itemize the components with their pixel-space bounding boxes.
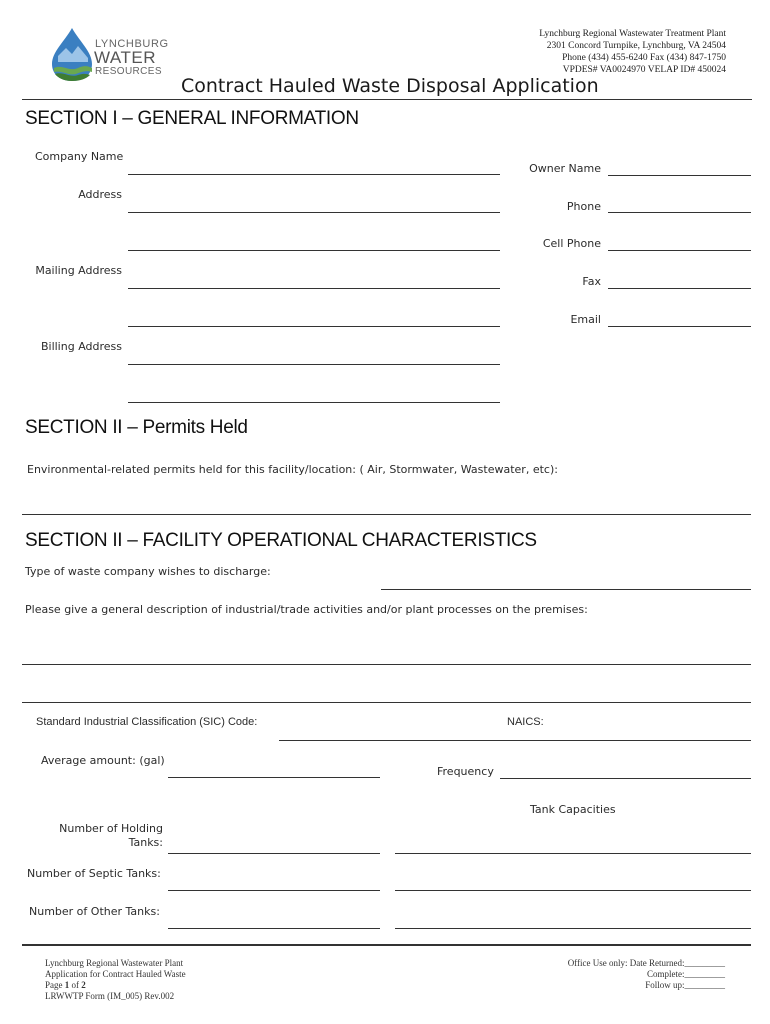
logo-text-water: WATER — [94, 48, 156, 67]
address-line-3: Phone (434) 455-6240 Fax (434) 847-1750 — [562, 53, 726, 63]
section-2-heading: SECTION II – Permits Held — [25, 417, 248, 438]
email-field[interactable] — [608, 326, 751, 327]
holding-tanks-label — [59, 822, 163, 850]
owner-name-label: Owner Name — [529, 162, 601, 175]
footer-date-returned: Office Use only: Date Returned:_________ — [567, 958, 725, 968]
logo — [48, 26, 173, 82]
septic-tanks-count-field[interactable] — [168, 890, 380, 891]
owner-name-field[interactable] — [608, 175, 751, 176]
sic-code-label: Standard Industrial Classification (SIC) Code: — [36, 716, 258, 728]
logo-text-resources: RESOURCES — [95, 66, 162, 77]
footer-office-use — [568, 958, 725, 991]
footer-page-number: Page 1 of 2 — [45, 980, 86, 990]
company-name-field[interactable] — [128, 174, 500, 175]
cell-phone-label: Cell Phone — [542, 237, 601, 250]
waste-type-label: Type of waste company wishes to discharge: — [25, 565, 271, 578]
email-label: Email — [570, 313, 601, 326]
tank-capacities-label: Tank Capacities — [530, 803, 616, 816]
address-line-1: Lynchburg Regional Wastewater Treatment Plant — [539, 29, 726, 39]
waste-type-field[interactable] — [381, 589, 751, 590]
description-prompt: Please give a general description of industrial/trade activities and/or plant processes on the premises: — [25, 603, 588, 616]
other-tanks-label: Number of Other Tanks: — [29, 905, 160, 918]
address-field-2[interactable] — [128, 250, 500, 251]
frequency-field[interactable] — [500, 778, 751, 779]
holding-tanks-label-line-1: Number of Holding — [59, 822, 163, 835]
section-3-heading: SECTION II – FACILITY OPERATIONAL CHARACTERISTICS — [25, 530, 537, 551]
footer-complete: Complete:_________ — [647, 969, 725, 979]
footer-follow-up: Follow up:_________ — [645, 980, 725, 990]
address-line-4: VPDES# VA0024970 VELAP ID# 450024 — [562, 65, 726, 75]
average-amount-label: Average amount: (gal) — [41, 754, 165, 767]
other-tanks-capacity-field[interactable] — [395, 928, 751, 929]
footer-form-id: LRWWTP Form (IM_005) Rev.002 — [45, 991, 175, 1001]
water-drop-logo-icon — [48, 26, 96, 82]
sic-naics-field[interactable] — [279, 740, 751, 741]
septic-tanks-capacity-field[interactable] — [395, 890, 751, 891]
naics-label: NAICS: — [507, 716, 544, 728]
average-amount-field[interactable] — [168, 777, 380, 778]
title-rule — [22, 99, 752, 100]
description-field-2[interactable] — [22, 702, 751, 703]
phone-label: Phone — [566, 200, 601, 213]
footer-plant-name: Lynchburg Regional Wastewater Plant — [45, 958, 184, 968]
header-address — [539, 28, 726, 76]
billing-address-field-2[interactable] — [128, 402, 500, 403]
billing-address-label: Billing Address — [40, 340, 122, 353]
permits-field[interactable] — [22, 514, 751, 515]
holding-tanks-capacity-field[interactable] — [395, 853, 751, 854]
address-field-1[interactable] — [128, 212, 500, 213]
septic-tanks-label: Number of Septic Tanks: — [27, 867, 161, 880]
phone-field[interactable] — [608, 212, 751, 213]
billing-address-field-1[interactable] — [128, 364, 500, 365]
address-label: Address — [78, 188, 122, 201]
fax-field[interactable] — [608, 288, 751, 289]
footer-rule — [22, 944, 751, 946]
page-title: Contract Hauled Waste Disposal Application — [181, 75, 599, 97]
permits-prompt: Environmental-related permits held for this facility/location: ( Air, Stormwater, Wastewater, etc): — [27, 463, 558, 476]
mailing-address-label: Mailing Address — [35, 264, 122, 277]
fax-label: Fax — [582, 275, 601, 288]
mailing-address-field-2[interactable] — [128, 326, 500, 327]
section-1-heading: SECTION I – GENERAL INFORMATION — [25, 108, 359, 129]
footer-left — [45, 958, 186, 1002]
address-line-2: 2301 Concord Turnpike, Lynchburg, VA 24504 — [546, 41, 726, 51]
description-field-1[interactable] — [22, 664, 751, 665]
logo-text-lynchburg: LYNCHBURG — [95, 38, 169, 50]
cell-phone-field[interactable] — [608, 250, 751, 251]
company-name-label: Company Name — [35, 150, 124, 163]
mailing-address-field-1[interactable] — [128, 288, 500, 289]
frequency-label: Frequency — [437, 765, 494, 778]
holding-tanks-label-line-2: Tanks: — [128, 836, 163, 849]
holding-tanks-count-field[interactable] — [168, 853, 380, 854]
other-tanks-count-field[interactable] — [168, 928, 380, 929]
footer-form-title: Application for Contract Hauled Waste — [45, 969, 186, 979]
